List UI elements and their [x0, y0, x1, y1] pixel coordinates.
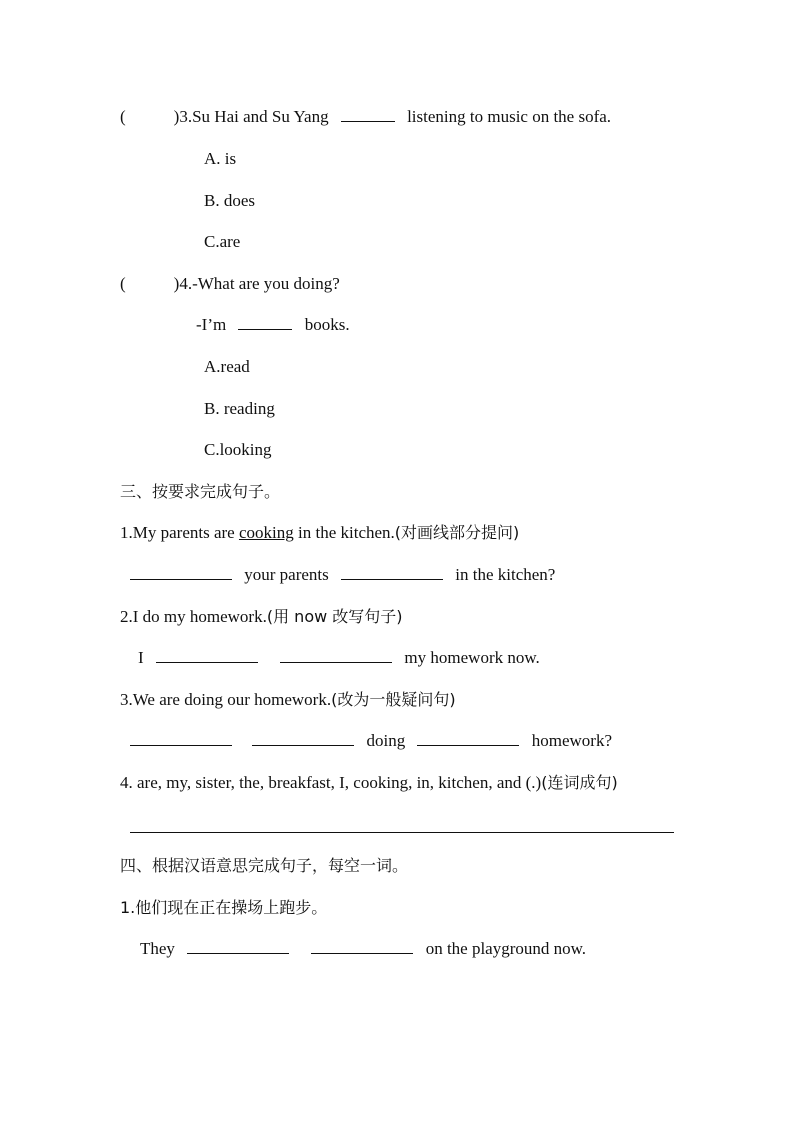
answer-blank[interactable] — [417, 731, 519, 746]
question-4-option-b: B. reading — [204, 399, 275, 418]
section-3-item-2-answer-line — [138, 647, 540, 669]
item-1-note: (对画线部分提问) — [394, 523, 520, 542]
section-4-heading: 四、根据汉语意思完成句子，每空一词。 — [120, 856, 409, 875]
section-3-heading: 三、按要求完成句子。 — [120, 482, 281, 501]
item-3-note: (改为一般疑问句) — [331, 690, 456, 709]
section-4-item-1-prompt — [120, 897, 327, 919]
item-1-answer-end: in the kitchen? — [455, 565, 556, 584]
question-4-answer-end: books. — [304, 315, 350, 334]
item-1-underlined-word: cooking — [238, 523, 294, 542]
item-3-answer-mid: doing — [366, 731, 406, 750]
item-1-prefix: 1.My parents are — [120, 523, 239, 542]
answer-paren-open: ( — [120, 274, 126, 293]
section-3-item-2-prompt — [120, 606, 403, 628]
item-4-note: (连词成句) — [541, 773, 618, 792]
answer-blank[interactable] — [238, 315, 292, 330]
item-2-answer-start: I — [138, 648, 144, 667]
question-3-stem-start: )3.Su Hai and Su Yang — [173, 107, 329, 126]
question-4-option-a: A.read — [204, 357, 250, 376]
question-4-stem — [120, 273, 340, 295]
answer-blank[interactable] — [341, 565, 443, 580]
section-4-answer-end: on the playground now. — [425, 939, 587, 958]
question-3-stem-end: listening to music on the sofa. — [407, 107, 612, 126]
question-4-option-c: C.looking — [204, 440, 272, 459]
answer-line-long[interactable] — [130, 832, 674, 833]
item-2-prompt-text: 2.I do my homework. — [120, 607, 267, 626]
section-3-item-3-answer-line — [130, 730, 612, 752]
question-4-answer-line — [196, 314, 350, 336]
section-4-answer-start: They — [140, 939, 175, 958]
section-4-item-1-answer-line — [140, 938, 586, 960]
section-3-item-1-answer-line — [130, 564, 555, 586]
question-3-option-b: B. does — [204, 191, 255, 210]
question-4-answer-start: -I’m — [196, 315, 227, 334]
section-3-item-4-prompt — [120, 772, 618, 794]
answer-blank[interactable] — [280, 648, 392, 663]
answer-blank[interactable] — [311, 939, 413, 954]
item-2-note: (用 now 改写句子) — [266, 607, 403, 626]
question-3-stem — [120, 106, 611, 128]
question-4-stem-text: )4.-What are you doing? — [173, 274, 340, 293]
item-1-suffix: in the kitchen. — [293, 523, 395, 542]
item-3-answer-end: homework? — [531, 731, 612, 750]
section-3-item-1-prompt — [120, 522, 519, 544]
answer-blank[interactable] — [252, 731, 354, 746]
question-3-option-c: C.are — [204, 232, 241, 251]
item-2-answer-end: my homework now. — [404, 648, 540, 667]
item-3-prompt-text: 3.We are doing our homework. — [120, 690, 332, 709]
section-3-item-3-prompt — [120, 689, 456, 711]
answer-blank[interactable] — [156, 648, 258, 663]
item-4-prompt-text: 4. are, my, sister, the, breakfast, I, cooking, in, kitchen, and (.) — [120, 773, 542, 792]
answer-blank[interactable] — [130, 731, 232, 746]
answer-blank[interactable] — [341, 107, 395, 122]
question-3-option-a: A. is — [204, 149, 237, 168]
section-4-item-1-prompt-text: 1.他们现在正在操场上跑步。 — [120, 898, 328, 917]
item-1-answer-mid: your parents — [244, 565, 329, 584]
answer-blank[interactable] — [187, 939, 289, 954]
answer-blank[interactable] — [130, 565, 232, 580]
answer-paren-open: ( — [120, 107, 126, 126]
